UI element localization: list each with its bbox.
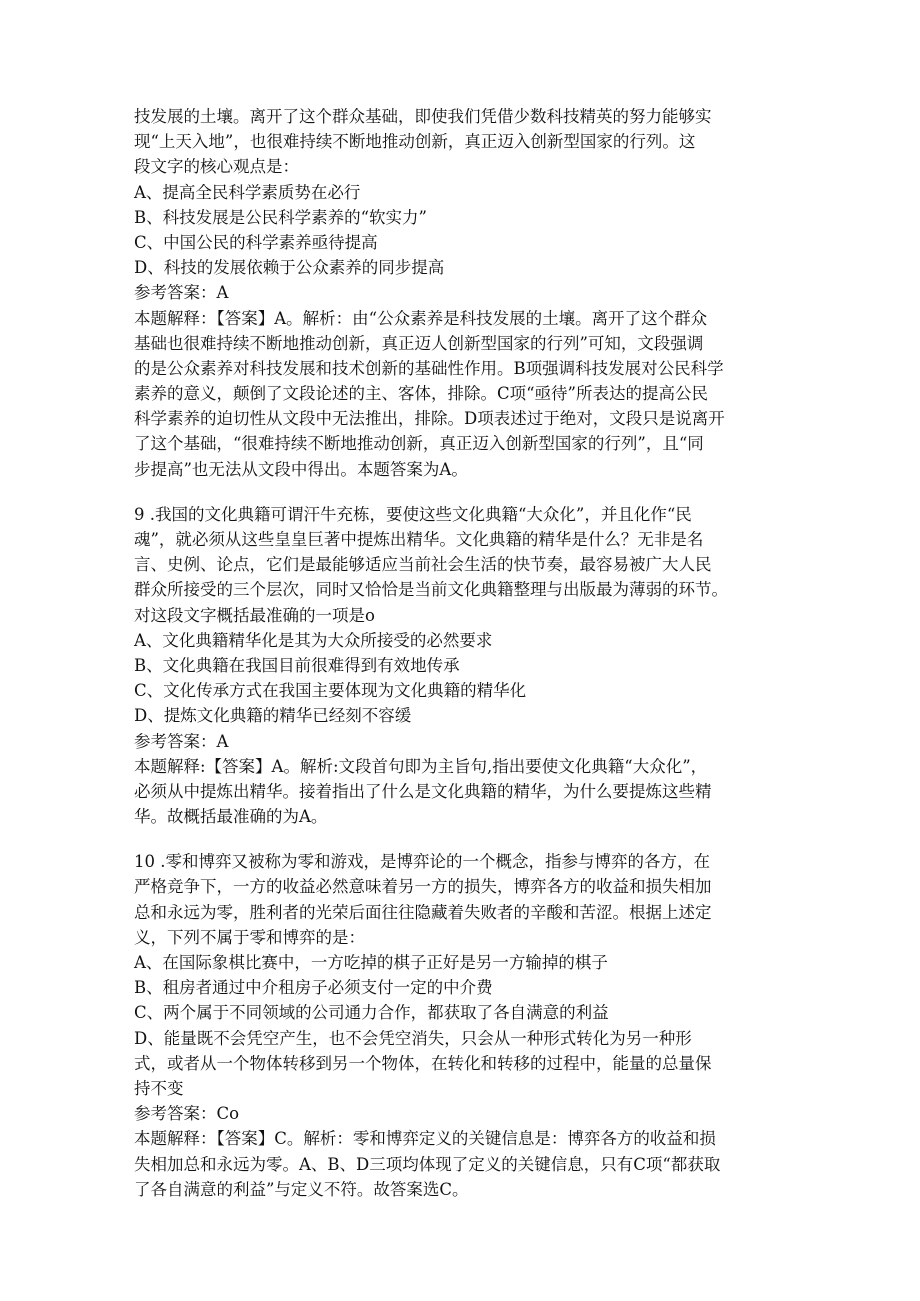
text-line: B、科技发展是公民科学素养的“软实力” <box>134 207 427 227</box>
text-line: 了各自满意的利益”与定义不符。故答案选C。 <box>134 1179 469 1199</box>
text-line: 素养的意义，颠倒了文段论述的主、客体，排除。C项“亟待”所表达的提高公民 <box>134 384 708 404</box>
block-gap <box>134 482 794 502</box>
text-line: 义，下列不属于零和博弈的是： <box>134 927 365 947</box>
question-9 <box>134 502 794 829</box>
text-line: 了这个基础，“很难持续不断地推动创新，真正迈入创新型国家的行列”，且“同 <box>134 434 704 454</box>
text-line: D、提炼文化典籍的精华已经刻不容缓 <box>134 706 412 726</box>
text-line: 参考答案：A <box>134 283 229 303</box>
text-line: 技发展的土壤。离开了这个群众基础，即使我们凭借少数科技精英的努力能够实 <box>134 107 712 126</box>
block-gap <box>134 829 794 849</box>
text-line: C、文化传承方式在我国主要体现为文化典籍的精华化 <box>134 681 527 701</box>
text-line: 本题解释：【答案】C。解析：零和博弈定义的关键信息是：博弈各方的收益和损 <box>134 1129 716 1149</box>
question-8-tail <box>134 104 794 482</box>
text-line: 步提高”也无法从文段中得出。本题答案为A。 <box>134 459 468 479</box>
document-page <box>134 104 794 1202</box>
text-line: B、租房者通过中介租房子必须支付一定的中介费 <box>134 978 493 998</box>
text-line: 10 .零和博弈又被称为零和游戏，是博弈论的一个概念，指参与博弈的各方，在 <box>134 852 710 872</box>
text-line: 9 .我国的文化典籍可谓汗牛充栋，要使这些文化典籍“大众化”，并且化作“民 <box>134 504 692 524</box>
text-line: 对这段文字概括最准确的一项是o <box>134 605 375 625</box>
text-line: D、科技的发展依赖于公众素养的同步提高 <box>134 258 445 278</box>
text-line: B、文化典籍在我国目前很难得到有效地传承 <box>134 655 460 675</box>
text-line: C、中国公民的科学素养亟待提高 <box>134 232 378 252</box>
text-line: 群众所接受的三个层次，同时又恰恰是当前文化典籍整理与出版最为薄弱的环节。 <box>134 580 728 600</box>
text-line: 参考答案：A <box>134 731 229 751</box>
text-line: D、能量既不会凭空产生，也不会凭空消失，只会从一种形式转化为另一种形 <box>134 1028 692 1048</box>
text-line: A、提高全民科学素质势在必行 <box>134 182 361 202</box>
text-line: 参考答案：Co <box>134 1104 240 1124</box>
text-line: 现“上天入地”，也很难持续不断地推动创新，真正迈入创新型国家的行列。这 <box>134 132 696 152</box>
text-line: 总和永远为零，胜利者的光荣后面往往隐藏着失败者的辛酸和苦涩。根据上述定 <box>134 902 712 922</box>
text-line: C、两个属于不同领域的公司通力合作，都获取了各自满意的利益 <box>134 1003 609 1023</box>
text-line: 本题解释:【答案】A。解析:文段首句即为主旨句,指出要使文化典籍“大众化”， <box>134 756 708 776</box>
question-10 <box>134 849 794 1202</box>
text-line: 必须从中提炼出精华。接着指出了什么是文化典籍的精华，为什么要提炼这些精 <box>134 781 712 801</box>
text-line: 基础也很难持续不断地推动创新，真正迈人创新型国家的行列”可知，文段强调 <box>134 333 704 353</box>
text-line: 言、史例、论点，它们是最能够适应当前社会生活的快节奏，最容易被广大人民 <box>134 555 712 575</box>
text-line: 段文字的核心观点是： <box>134 157 299 177</box>
text-line: 失相加总和永远为零。A、B、D三项均体现了定义的关键信息，只有C项“都获取 <box>134 1154 721 1174</box>
text-line: 魂”，就必须从这些皇皇巨著中提炼出精华。文化典籍的精华是什么？无非是名 <box>134 530 704 549</box>
text-line: A、文化典籍精华化是其为大众所接受的必然要求 <box>134 630 493 650</box>
text-line: 本题解释：【答案】A。解析：由“公众素养是科技发展的土壤。离开了这个群众 <box>134 308 708 328</box>
text-line: 华。故概括最准确的为A。 <box>134 807 328 827</box>
text-line: 科学素养的迫切性从文段中无法推出，排除。D项表述过于绝对，文段只是说离开 <box>134 409 725 429</box>
text-line: 严格竞争下，一方的收益必然意味着另一方的损失，博弈各方的收益和损失相加 <box>134 877 712 897</box>
text-line: 的是公众素养对科技发展和技术创新的基础性作用。B项强调科技发展对公民科学 <box>134 358 724 378</box>
text-line: 持不变 <box>134 1078 184 1098</box>
text-line: A、在国际象棋比赛中，一方吃掉的棋子正好是另一方输掉的棋子 <box>134 953 608 972</box>
text-line: 式，或者从一个物体转移到另一个物体，在转化和转移的过程中，能量的总量保 <box>134 1053 712 1073</box>
